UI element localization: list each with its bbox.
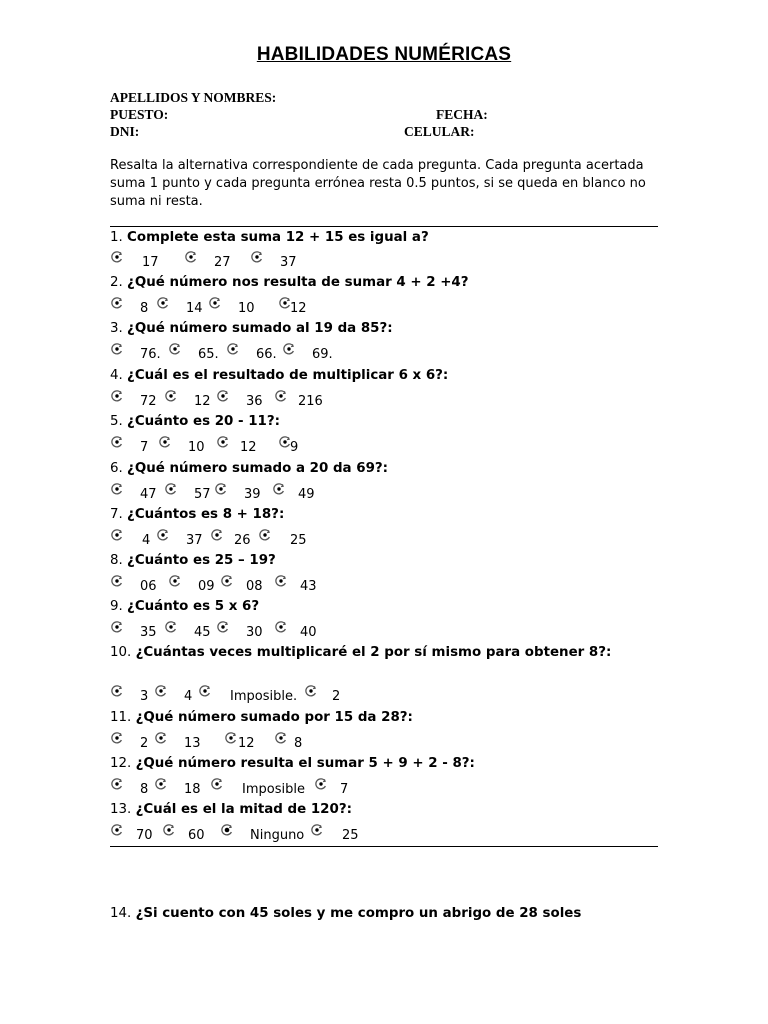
radio-button[interactable] <box>154 777 168 791</box>
option-label: 10 <box>238 301 255 316</box>
options-group-12 <box>110 777 650 799</box>
radio-button[interactable] <box>164 482 178 496</box>
radio-button[interactable] <box>226 342 240 356</box>
option-label: 25 <box>290 533 307 548</box>
radio-button[interactable] <box>110 342 124 356</box>
option-label: 17 <box>142 255 159 270</box>
question-text: ¿Si cuento con 45 soles y me compro un abrigo de 28 soles <box>135 906 582 921</box>
option-label: 66. <box>256 347 277 362</box>
radio-button[interactable] <box>110 777 124 791</box>
option-label: 14 <box>186 301 203 316</box>
option-label: 06 <box>140 579 157 594</box>
question-number: 9. <box>110 599 128 614</box>
option-label: 35 <box>140 625 157 640</box>
option-label: 60 <box>188 828 205 843</box>
option-label: 76. <box>140 347 161 362</box>
option-label: 26 <box>234 533 251 548</box>
radio-button[interactable] <box>198 684 212 698</box>
options-group-2 <box>110 296 650 318</box>
question-9 <box>110 598 630 616</box>
radio-button[interactable] <box>282 342 296 356</box>
question-12 <box>110 755 630 773</box>
question-text: ¿Qué número resulta el sumar 5 + 9 + 2 - 8?: <box>135 756 475 771</box>
header-row-2 <box>110 107 570 124</box>
option-label: 9 <box>290 440 299 455</box>
option-label: Imposible <box>242 782 305 797</box>
question-text: ¿Qué número sumado al 19 da 85?: <box>127 321 393 336</box>
option-label: 8 <box>294 736 303 751</box>
question-number: 8. <box>110 553 128 568</box>
options-group-5 <box>110 435 650 457</box>
question-text: ¿Cuántas veces multiplicaré el 2 por sí mismo para obtener 8?: <box>135 645 612 660</box>
radio-button[interactable] <box>220 574 234 588</box>
option-label: 47 <box>140 487 157 502</box>
options-group-6 <box>110 482 650 504</box>
question-text: ¿Cuántos es 8 + 18?: <box>127 507 285 522</box>
radio-button[interactable] <box>216 435 230 449</box>
radio-button[interactable] <box>220 823 234 837</box>
puesto-label: PUESTO: <box>110 107 169 122</box>
option-label: 8 <box>140 301 149 316</box>
question-14 <box>110 905 630 923</box>
option-label: 10 <box>188 440 205 455</box>
fecha-label: FECHA: <box>436 107 488 122</box>
question-text: ¿Cuánto es 20 - 11?: <box>127 414 280 429</box>
question-3 <box>110 320 630 338</box>
question-number: 7. <box>110 507 128 522</box>
option-label: 8 <box>140 782 149 797</box>
question-5 <box>110 413 630 431</box>
options-group-1 <box>110 250 650 272</box>
question-13 <box>110 801 630 819</box>
radio-button[interactable] <box>216 389 230 403</box>
instructions-text: Resalta la alternativa correspondiente de cada pregunta. Cada pregunta acertada suma 1 punto y cada pregunta errónea resta 0.5 puntos, si se queda en blanco no suma ni resta. <box>110 158 646 209</box>
option-label: 39 <box>244 487 261 502</box>
radio-button[interactable] <box>208 296 222 310</box>
options-group-7 <box>110 528 650 550</box>
radio-button[interactable] <box>184 250 198 264</box>
option-label: 25 <box>342 828 359 843</box>
radio-button[interactable] <box>110 731 124 745</box>
option-label: 08 <box>246 579 263 594</box>
option-label: 2 <box>140 736 149 751</box>
option-label: Ninguno <box>250 828 305 843</box>
option-label: 37 <box>186 533 203 548</box>
radio-button[interactable] <box>224 731 238 745</box>
celular-label: CELULAR: <box>404 124 475 139</box>
options-group-11 <box>110 731 650 753</box>
option-label: 69. <box>312 347 333 362</box>
radio-button[interactable] <box>110 574 124 588</box>
option-label: 30 <box>246 625 263 640</box>
question-text: ¿Cuál es el resultado de multiplicar 6 x 6?: <box>127 368 449 383</box>
options-group-4 <box>110 389 650 411</box>
question-11 <box>110 709 630 727</box>
radio-button[interactable] <box>158 435 172 449</box>
radio-button[interactable] <box>168 574 182 588</box>
question-text: Complete esta suma 12 + 15 es igual a? <box>127 230 429 245</box>
radio-button[interactable] <box>156 296 170 310</box>
option-label: 43 <box>300 579 317 594</box>
radio-button[interactable] <box>214 482 228 496</box>
radio-button[interactable] <box>164 389 178 403</box>
dni-label: DNI: <box>110 124 140 139</box>
radio-button[interactable] <box>110 296 124 310</box>
option-label: 2 <box>332 689 341 704</box>
radio-button[interactable] <box>110 528 124 542</box>
question-7 <box>110 506 630 524</box>
question-text: ¿Cuánto es 5 x 6? <box>127 599 260 614</box>
option-label: Imposible. <box>230 689 298 704</box>
option-label: 57 <box>194 487 211 502</box>
question-number: 13. <box>110 802 136 817</box>
option-label: 27 <box>214 255 231 270</box>
option-label: 12 <box>290 301 307 316</box>
radio-button[interactable] <box>156 528 170 542</box>
option-label: 09 <box>198 579 215 594</box>
option-label: 36 <box>246 394 263 409</box>
radio-button[interactable] <box>210 777 224 791</box>
option-label: 40 <box>300 625 317 640</box>
question-number: 6. <box>110 461 128 476</box>
radio-button[interactable] <box>272 482 286 496</box>
header-row-1 <box>110 90 570 107</box>
question-text: ¿Qué número sumado por 15 da 28?: <box>135 710 413 725</box>
radio-button[interactable] <box>304 684 318 698</box>
radio-button[interactable] <box>210 528 224 542</box>
question-6 <box>110 460 630 478</box>
question-number: 12. <box>110 756 136 771</box>
radio-button[interactable] <box>250 250 264 264</box>
page-title: HABILIDADES NUMÉRICAS <box>256 44 512 65</box>
options-group-3 <box>110 342 650 364</box>
options-group-8 <box>110 574 650 596</box>
question-number: 5. <box>110 414 128 429</box>
question-number: 10. <box>110 645 136 660</box>
option-label: 12 <box>238 736 255 751</box>
question-number: 4. <box>110 368 128 383</box>
radio-button[interactable] <box>110 823 124 837</box>
question-text: ¿Qué número sumado a 20 da 69?: <box>127 461 389 476</box>
radio-button[interactable] <box>110 250 124 264</box>
header-row-3 <box>110 124 570 141</box>
option-label: 4 <box>142 533 151 548</box>
question-text: ¿Qué número nos resulta de sumar 4 + 2 +4? <box>127 275 469 290</box>
option-label: 12 <box>240 440 257 455</box>
apellidos-label: APELLIDOS Y NOMBRES: <box>110 90 277 105</box>
option-label: 45 <box>194 625 211 640</box>
radio-button[interactable] <box>258 528 272 542</box>
option-label: 72 <box>140 394 157 409</box>
question-1 <box>110 229 630 247</box>
radio-button[interactable] <box>274 389 288 403</box>
question-number: 11. <box>110 710 136 725</box>
question-10 <box>110 644 630 662</box>
question-number: 2. <box>110 275 128 290</box>
radio-button[interactable] <box>110 482 124 496</box>
options-group-13 <box>110 823 650 845</box>
radio-button[interactable] <box>274 574 288 588</box>
radio-button[interactable] <box>162 823 176 837</box>
options-group-9 <box>110 620 650 642</box>
radio-button[interactable] <box>110 620 124 634</box>
radio-button[interactable] <box>154 731 168 745</box>
radio-button[interactable] <box>164 620 178 634</box>
radio-button[interactable] <box>168 342 182 356</box>
option-label: 12 <box>194 394 211 409</box>
radio-button[interactable] <box>310 823 324 837</box>
option-label: 65. <box>198 347 219 362</box>
option-label: 49 <box>298 487 315 502</box>
option-label: 3 <box>140 689 149 704</box>
option-label: 4 <box>184 689 193 704</box>
question-number: 14. <box>110 906 136 921</box>
radio-button[interactable] <box>110 435 124 449</box>
radio-button[interactable] <box>154 684 168 698</box>
bottom-divider <box>110 846 658 847</box>
options-group-10 <box>110 684 650 706</box>
option-label: 13 <box>184 736 201 751</box>
radio-button[interactable] <box>216 620 230 634</box>
question-8 <box>110 552 630 570</box>
option-label: 7 <box>340 782 349 797</box>
radio-button[interactable] <box>110 684 124 698</box>
question-number: 3. <box>110 321 128 336</box>
question-text: ¿Cuál es el la mitad de 120?: <box>135 802 352 817</box>
question-text: ¿Cuánto es 25 – 19? <box>127 553 276 568</box>
option-label: 7 <box>140 440 149 455</box>
option-label: 70 <box>136 828 153 843</box>
question-2 <box>110 274 630 292</box>
radio-button[interactable] <box>110 389 124 403</box>
question-4 <box>110 367 630 385</box>
top-divider <box>110 226 658 227</box>
radio-button[interactable] <box>274 731 288 745</box>
option-label: 18 <box>184 782 201 797</box>
radio-button[interactable] <box>274 620 288 634</box>
radio-button[interactable] <box>314 777 328 791</box>
question-number: 1. <box>110 230 128 245</box>
option-label: 216 <box>298 394 323 409</box>
option-label: 37 <box>280 255 297 270</box>
